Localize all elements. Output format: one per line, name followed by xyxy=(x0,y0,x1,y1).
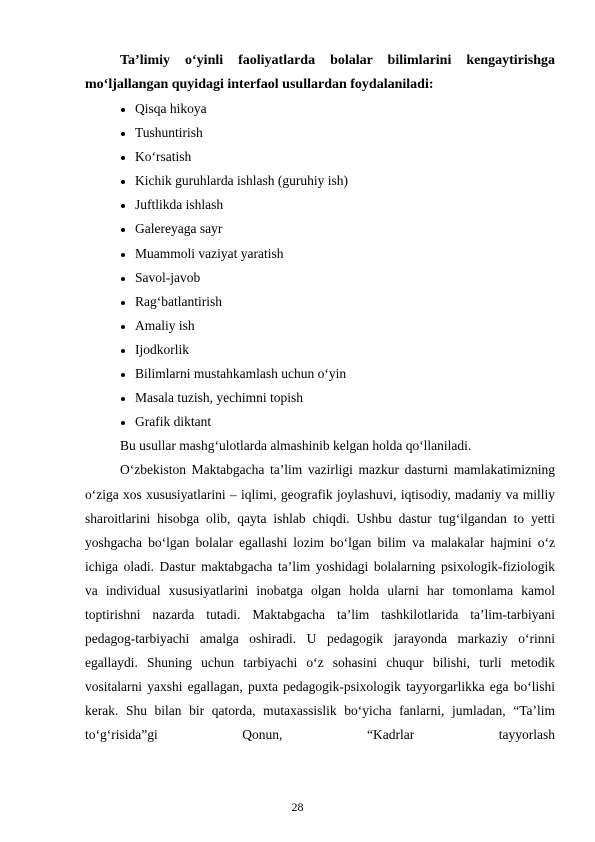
list-item-text: Savol-javob xyxy=(135,269,201,285)
bullet-icon xyxy=(121,373,125,377)
list-item xyxy=(85,314,555,338)
list-item xyxy=(85,242,555,266)
list-item xyxy=(85,169,555,193)
list-item xyxy=(85,290,555,314)
list-item xyxy=(85,338,555,362)
paragraph-usage: Bu usullar mashg‘ulotlarda almashinib kelgan holda qo‘llaniladi. xyxy=(120,438,472,454)
list-item xyxy=(85,145,555,169)
list-item-text: Masala tuzish, yechimni topish xyxy=(135,390,303,406)
bullet-icon xyxy=(121,277,125,281)
document-page xyxy=(85,49,555,748)
bullet-icon xyxy=(121,325,125,329)
bullet-icon xyxy=(121,397,125,401)
list-item-text: Ijodkorlik xyxy=(135,341,189,357)
section-heading: Ta’limiy o‘yinli faoliyatlarda bolalar bilimlarini kengaytirishga mo‘ljallangan quyidagi interfaol usullardan foydalaniladi: xyxy=(85,53,555,92)
list-item-text: Juftlikda ishlash xyxy=(135,197,224,213)
page-number: 28 xyxy=(291,800,304,814)
list-item-text: Bilimlarni mustahkamlash uchun o‘yin xyxy=(135,366,347,382)
list-item-text: Amaliy ish xyxy=(135,317,195,333)
bullet-icon xyxy=(121,253,125,257)
list-item-text: Galereyaga sayr xyxy=(135,221,223,237)
bullet-icon xyxy=(121,204,125,208)
bullet-icon xyxy=(121,156,125,160)
list-item-text: Kichik guruhlarda ishlash (guruhiy ish) xyxy=(135,173,348,189)
paragraph-program: O‘zbekiston Maktabgacha ta’lim vazirligi mazkur dasturni mamlakatimizning o‘ziga xos xususiyatlarini – iqlimi, geografik joylashuvi, iqtisodiy, madaniy va milliy sharoitlarini hisobga olib, qayta ishlab chiqdi. Ushbu dastur tug‘ilgandan to yetti yoshgacha bo‘lgan bolalar egallashi lozim bo‘lgan bilim va malakalar hajmini o‘z ichiga oladi. Dastur maktabgacha ta’lim yoshidagi bolalarning psixologik-fiziologik va individual xususiyatlarini inobatga olgan holda ularni har tomonlama kamol toptirishni nazarda tutadi. Maktabgacha ta’lim tashkilotlarida ta’lim-tarbiyani pedagog-tarbiyachi amalga oshiradi. U pedagogik jarayonda markaziy o‘rinni egallaydi. Shuning uchun tarbiyachi o‘z sohasini chuqur bilishi, turli metodik vositalarni yaxshi egallagan, puxta pedagogik-psixologik tayyorgarlikka ega bo‘lishi kerak. Shu bilan bir qatorda, mutaxassislik bo‘yicha fanlarni, jumladan, “Ta’lim to‘g‘risida”gi Qonun, “Kadrlar tayyorlash xyxy=(85,462,555,743)
bullet-icon xyxy=(121,349,125,353)
list-item xyxy=(85,217,555,241)
list-item xyxy=(85,410,555,434)
list-item xyxy=(85,266,555,290)
methods-list xyxy=(85,97,555,434)
list-item-text: Grafik diktant xyxy=(135,414,212,430)
list-item-text: Ko‘rsatish xyxy=(135,149,192,165)
bullet-icon xyxy=(121,421,125,425)
list-item xyxy=(85,97,555,121)
bullet-icon xyxy=(121,108,125,112)
list-item xyxy=(85,193,555,217)
bullet-icon xyxy=(121,228,125,232)
list-item-text: Muammoli vaziyat yaratish xyxy=(135,245,284,261)
list-item-text: Tushuntirish xyxy=(135,125,203,141)
list-item xyxy=(85,121,555,145)
bullet-icon xyxy=(121,132,125,136)
bullet-icon xyxy=(121,301,125,305)
bullet-icon xyxy=(121,180,125,184)
list-item-text: Qisqa hikoya xyxy=(135,101,207,116)
list-item xyxy=(85,362,555,386)
list-item-text: Rag‘batlantirish xyxy=(135,293,222,309)
list-item xyxy=(85,386,555,410)
